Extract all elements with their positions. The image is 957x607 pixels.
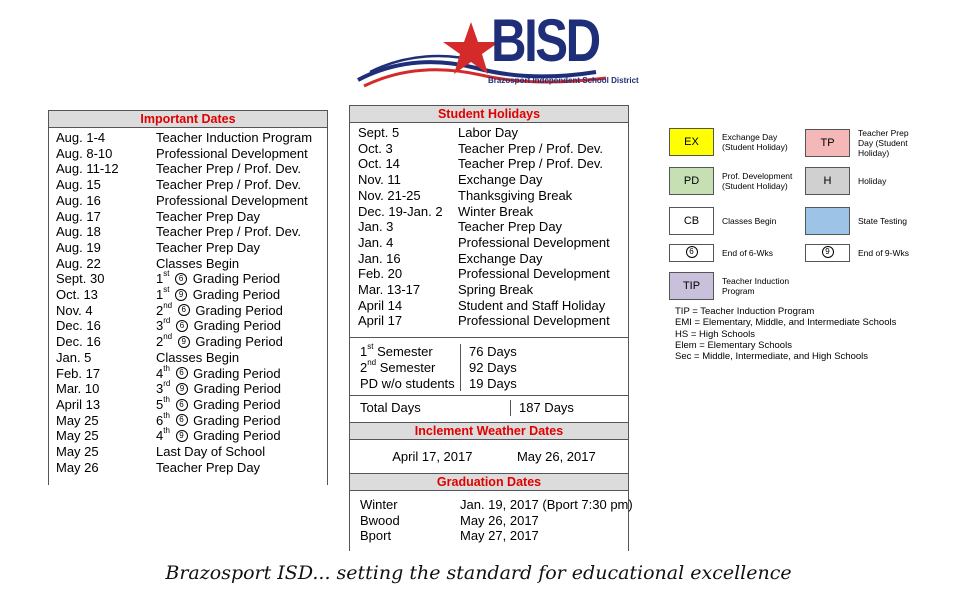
- ordinal-suffix: nd: [163, 300, 173, 310]
- legend-swatch-cb: CB: [669, 207, 714, 235]
- date-text: May 25: [56, 412, 99, 428]
- six-weeks-mark: 6: [686, 246, 698, 258]
- ordinal-suffix: th: [163, 394, 170, 404]
- event-text: Last Day of School: [156, 444, 266, 460]
- event-text: Professional Development: [458, 266, 610, 282]
- date-text: Aug. 16: [56, 192, 101, 208]
- holiday-row: [358, 313, 628, 329]
- important-dates-list: [49, 128, 327, 475]
- date-text: Oct. 3: [358, 140, 393, 156]
- semester-row: [350, 376, 628, 392]
- legend-swatch-9: [805, 244, 850, 262]
- event-text: Teacher Prep / Prof. Dev.: [156, 161, 301, 177]
- six-weeks-mark: 6: [175, 273, 187, 285]
- event-text: Teacher Induction Program: [156, 130, 313, 145]
- date-text: Aug. 18: [56, 224, 101, 240]
- school-name: Bport: [360, 528, 392, 544]
- important-date-row: [56, 318, 327, 334]
- event-text: Professional Development: [458, 313, 610, 329]
- important-date-row: [56, 381, 327, 397]
- event-text: Exchange Day: [458, 250, 543, 266]
- nine-weeks-mark: 9: [175, 289, 187, 301]
- event-text: 6th 6 Grading Period: [156, 410, 281, 428]
- abbreviation-notes: [675, 306, 896, 362]
- date-text: Jan. 3: [358, 219, 394, 235]
- six-weeks-mark: 6: [176, 414, 188, 426]
- date-text: Aug. 19: [56, 239, 101, 255]
- note-line: EMI = Elementary, Middle, and Intermediate Schools: [675, 317, 897, 329]
- legend-swatch-pd: PD: [669, 167, 714, 195]
- legend-state-testing: [805, 207, 936, 235]
- date-text: Aug. 11-12: [56, 161, 119, 177]
- event-text: Teacher Prep / Prof. Dev.: [458, 156, 603, 172]
- event-text: Winter Break: [458, 203, 534, 219]
- important-date-row: [56, 224, 327, 240]
- event-text: Teacher Prep / Prof. Dev.: [156, 224, 301, 240]
- important-date-row: [56, 394, 327, 413]
- ordinal-suffix: st: [163, 269, 170, 279]
- important-date-row: [56, 428, 327, 444]
- date-text: Aug. 22: [56, 255, 101, 271]
- important-date-row: [56, 209, 327, 225]
- important-date-row: [56, 193, 327, 209]
- nine-weeks-mark: 9: [178, 336, 190, 348]
- holiday-row: [358, 282, 628, 298]
- legend-swatch-tip: TIP: [669, 272, 714, 300]
- event-text: Teacher Prep / Prof. Dev.: [458, 140, 603, 156]
- legend-text-pd: Prof. Development (Student Holiday): [722, 171, 793, 191]
- graduation-date: May 27, 2017: [460, 528, 539, 544]
- important-date-row: [56, 146, 327, 162]
- six-weeks-mark: 6: [178, 304, 190, 316]
- event-text: 3rd 9 Grading Period: [156, 379, 282, 397]
- event-text: Exchange Day: [458, 172, 543, 188]
- student-holidays-title: Student Holidays: [350, 105, 628, 123]
- semester-days: 92 Days: [460, 360, 628, 376]
- event-text: Professional Development: [156, 145, 308, 161]
- date-text: May 25: [56, 444, 99, 460]
- important-date-row: [56, 444, 327, 460]
- event-text: 2nd 6 Grading Period: [156, 300, 283, 318]
- ordinal-suffix: rd: [163, 379, 171, 389]
- graduation-title: Graduation Dates: [350, 473, 628, 491]
- bisd-logo: [356, 7, 639, 90]
- weather-date-1: April 17, 2017: [392, 448, 473, 464]
- note-line: Sec = Middle, Intermediate, and High Schools: [675, 351, 869, 363]
- legend-text-ex: Exchange Day (Student Holiday): [722, 132, 788, 152]
- ordinal-suffix: th: [163, 410, 170, 420]
- six-weeks-mark: 6: [176, 367, 188, 379]
- important-dates-title: Important Dates: [49, 110, 327, 128]
- semester-row: [350, 357, 628, 376]
- legend-text-6: End of 6-Wks: [722, 248, 774, 258]
- graduation-list: [350, 491, 633, 544]
- event-text: 1st 6 Grading Period: [156, 269, 281, 287]
- note-line: HS = High Schools: [675, 328, 755, 340]
- date-text: Jan. 16: [358, 250, 401, 266]
- date-text: Feb. 17: [56, 365, 101, 381]
- graduation-row: [350, 496, 633, 513]
- legend-holiday: [805, 167, 936, 195]
- ordinal-suffix: nd: [367, 357, 377, 367]
- event-text: Student and Staff Holiday: [458, 297, 606, 313]
- date-text: April 14: [358, 297, 403, 313]
- school-name: Winter: [360, 496, 398, 512]
- event-text: Teacher Prep Day: [156, 239, 261, 255]
- date-text: Aug. 1-4: [56, 130, 106, 145]
- event-text: 4th 6 Grading Period: [156, 363, 281, 381]
- total-days-row: [350, 395, 628, 422]
- semester-label: 1st Semester: [360, 342, 433, 360]
- semester-days-table: [350, 337, 628, 391]
- date-text: Aug. 15: [56, 177, 101, 193]
- important-date-row: [56, 271, 327, 287]
- event-text: 2nd 9 Grading Period: [156, 332, 283, 350]
- legend-end-6-weeks: [669, 244, 800, 262]
- important-date-row: [56, 177, 327, 193]
- legend-teacher-induction: [669, 272, 800, 300]
- legend-text-cb: Classes Begin: [722, 216, 777, 226]
- date-text: Dec. 16: [56, 318, 101, 334]
- nine-weeks-mark: 9: [176, 383, 188, 395]
- date-text: Aug. 17: [56, 208, 101, 224]
- holiday-row: [358, 266, 628, 282]
- important-date-row: [56, 334, 327, 350]
- important-date-row: [56, 460, 327, 476]
- important-date-row: [56, 130, 327, 146]
- important-date-row: [56, 300, 327, 319]
- date-text: May 25: [56, 428, 99, 444]
- holiday-row: [358, 156, 628, 172]
- holiday-row: [358, 251, 628, 267]
- event-text: Classes Begin: [156, 349, 240, 365]
- holiday-row: [358, 298, 628, 314]
- ordinal-suffix: rd: [163, 316, 171, 326]
- holiday-row: [358, 172, 628, 188]
- date-text: Oct. 13: [56, 287, 98, 303]
- note-line: TIP = Teacher Induction Program: [675, 306, 815, 317]
- legend-end-9-weeks: [805, 244, 936, 262]
- legend-exchange-day: [669, 128, 800, 156]
- ordinal-suffix: st: [367, 342, 374, 352]
- event-text: Teacher Prep Day: [156, 208, 261, 224]
- graduation-date: Jan. 19, 2017 (Bport 7:30 pm): [460, 496, 633, 512]
- date-text: Nov. 4: [56, 302, 93, 318]
- holiday-row: [358, 235, 628, 251]
- important-date-row: [56, 363, 327, 382]
- tagline: Brazosport ISD... setting the standard for educational excellence: [165, 562, 792, 584]
- date-text: Jan. 5: [56, 349, 92, 365]
- event-text: Spring Break: [458, 282, 534, 298]
- event-text: Professional Development: [156, 192, 308, 208]
- important-date-row: [56, 350, 327, 366]
- date-text: Nov. 11: [358, 172, 401, 188]
- note-line: Elem = Elementary Schools: [675, 339, 792, 351]
- legend-text-st: State Testing: [858, 216, 907, 226]
- date-text: Mar. 10: [56, 381, 100, 397]
- event-text: Thanksgiving Break: [458, 187, 573, 203]
- legend-teacher-prep: [805, 128, 918, 158]
- event-text: Teacher Prep Day: [156, 459, 261, 475]
- holiday-row: [358, 141, 628, 157]
- inclement-weather-title: Inclement Weather Dates: [350, 422, 628, 440]
- date-text: Sept. 30: [56, 271, 105, 287]
- important-date-row: [56, 161, 327, 177]
- date-text: Feb. 20: [358, 266, 403, 282]
- school-name: Bwood: [360, 512, 400, 528]
- six-weeks-mark: 6: [176, 399, 188, 411]
- ordinal-suffix: st: [163, 285, 170, 295]
- logo-text: BISD: [491, 7, 599, 74]
- legend-swatch-ex: EX: [669, 128, 714, 156]
- total-days-value: 187 Days: [510, 400, 628, 416]
- student-holidays-panel: [349, 105, 633, 551]
- date-text: Oct. 14: [358, 156, 400, 172]
- ordinal-suffix: th: [163, 363, 170, 373]
- event-text: Professional Development: [458, 234, 610, 250]
- legend-prof-development: [669, 167, 800, 195]
- event-text: Teacher Prep Day: [458, 219, 563, 235]
- event-text: 4th 9 Grading Period: [156, 426, 281, 444]
- date-text: May 26: [56, 459, 99, 475]
- semester-label: 2nd Semester: [360, 357, 436, 375]
- date-text: Sept. 5: [358, 125, 400, 140]
- event-text: 3rd 6 Grading Period: [156, 316, 282, 334]
- holiday-row: [358, 125, 628, 141]
- semester-days: 76 Days: [460, 344, 628, 360]
- holiday-row: [358, 219, 628, 235]
- date-text: April 17: [358, 313, 403, 329]
- event-text: Teacher Prep / Prof. Dev.: [156, 177, 301, 193]
- inclement-weather-dates: [350, 440, 628, 473]
- event-text: Classes Begin: [156, 255, 240, 271]
- date-text: April 13: [56, 396, 101, 412]
- event-text: Labor Day: [458, 125, 518, 140]
- important-date-row: [56, 287, 327, 303]
- weather-date-2: May 26, 2017: [516, 448, 596, 464]
- holiday-row: [358, 188, 628, 204]
- legend-swatch-6: [669, 244, 714, 262]
- legend-text-tip: Teacher Induction Program: [722, 276, 790, 296]
- event-text: 1st 9 Grading Period: [156, 285, 281, 303]
- legend-classes-begin: [669, 207, 800, 235]
- event-text: 5th 6 Grading Period: [156, 394, 281, 412]
- graduation-row: [350, 528, 628, 544]
- date-text: Mar. 13-17: [358, 282, 421, 298]
- ordinal-suffix: th: [163, 426, 170, 436]
- semester-days: 19 Days: [460, 376, 628, 392]
- student-holidays-list: [350, 123, 628, 329]
- semester-row: [350, 344, 628, 360]
- holiday-row: [358, 204, 628, 220]
- legend-swatch-h: H: [805, 167, 850, 195]
- date-text: Dec. 16: [56, 334, 101, 350]
- legend-text-h: Holiday: [858, 176, 887, 186]
- date-text: Jan. 4: [358, 234, 394, 250]
- important-date-row: [56, 410, 327, 429]
- total-days-label: Total Days: [360, 400, 421, 416]
- date-text: Nov. 21-25: [358, 187, 421, 203]
- six-weeks-mark: 6: [176, 320, 188, 332]
- legend-text-tp: Teacher Prep Day (Student Holiday): [858, 128, 909, 158]
- date-text: Aug. 8-10: [56, 145, 113, 161]
- legend-text-9: End of 9-Wks: [858, 248, 910, 258]
- important-date-row: [56, 256, 327, 272]
- nine-weeks-mark: 9: [176, 430, 188, 442]
- logo-subtitle: Brazosport Independent School District: [488, 76, 639, 85]
- important-dates-panel: [48, 110, 328, 485]
- ordinal-suffix: nd: [163, 332, 173, 342]
- semester-label: PD w/o students: [360, 375, 455, 391]
- legend-swatch-st: [805, 207, 850, 235]
- important-date-row: [56, 240, 327, 256]
- legend-swatch-tp: TP: [805, 129, 850, 157]
- graduation-date: May 26, 2017: [460, 512, 539, 528]
- graduation-row: [350, 513, 628, 529]
- date-text: Dec. 19-Jan. 2: [358, 203, 443, 219]
- nine-weeks-mark: 9: [822, 246, 834, 258]
